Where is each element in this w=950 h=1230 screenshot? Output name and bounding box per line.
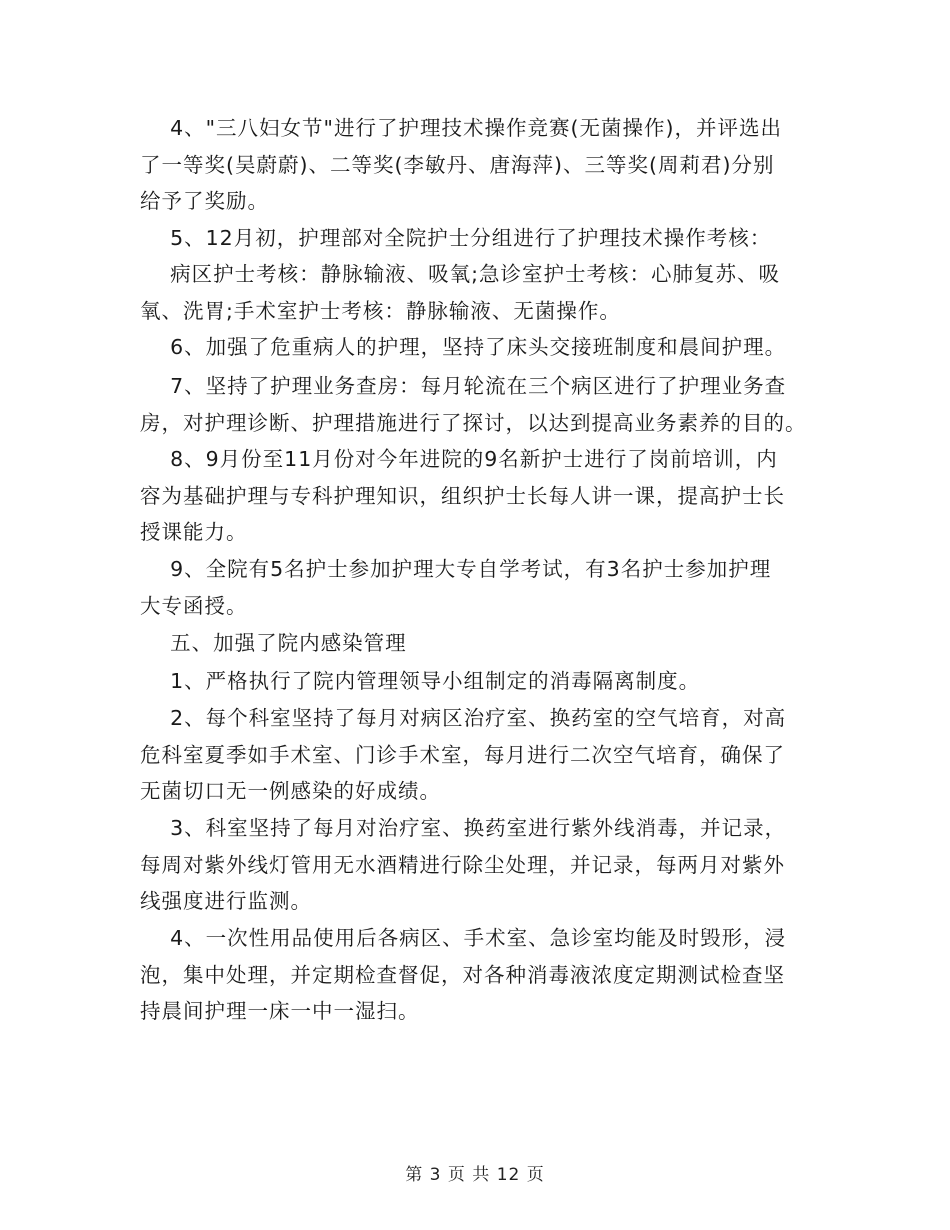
text-line: 危科室夏季如手术室、门诊手术室，每月进行二次空气培育，确保了 xyxy=(140,742,785,767)
text-line: 9、全院有5名护士参加护理大专自学考试，有3名护士参加护理 xyxy=(140,557,772,581)
text-line: 2、每个科室坚持了每月对病区治疗室、换药室的空气培育，对高 xyxy=(140,706,787,730)
text-line: 给予了奖励。 xyxy=(140,189,269,213)
text-line: 五、加强了院内感染管理 xyxy=(140,631,407,655)
paragraph-s5-item-2 xyxy=(140,700,812,810)
text-line: 7、坚持了护理业务查房：每月轮流在三个病区进行了护理业务查 xyxy=(140,374,787,398)
paragraph-item-8 xyxy=(140,441,812,551)
paragraph-item-9 xyxy=(140,551,812,624)
text-line: 了一等奖(吴蔚蔚)、二等奖(李敏丹、唐海萍)、三等奖(周莉君)分别 xyxy=(140,152,775,177)
text-line: 每周对紫外线灯管用无水酒精进行除尘处理，并记录，每两月对紫外 xyxy=(140,852,785,877)
paragraph-s5-item-4 xyxy=(140,920,812,1030)
text-line: 房，对护理诊断、护理措施进行了探讨，以达到提高业务素养的目的。 xyxy=(140,410,807,435)
text-line: 线强度进行监测。 xyxy=(140,889,312,913)
text-line: 授课能力。 xyxy=(140,520,248,544)
text-line: 3、科室坚持了每月对治疗室、换药室进行紫外线消毒，并记录， xyxy=(140,816,787,840)
page-footer xyxy=(0,1160,950,1185)
text-line: 大专函授。 xyxy=(140,593,248,618)
paragraph-s5-item-1 xyxy=(140,663,812,700)
page-number-label: 第 3 页 共 12 页 xyxy=(405,1165,545,1185)
text-line: 4、一次性用品使用后各病区、手术室、急诊室均能及时毁形，浸 xyxy=(140,926,787,950)
text-line: 持晨间护理一床一中一湿扫。 xyxy=(140,999,420,1023)
paragraph-item-6 xyxy=(140,329,812,366)
text-line: 5、12月初，护理部对全院护士分组进行了护理技术操作考核： xyxy=(140,226,772,250)
text-line: 泡，集中处理，并定期检查督促，对各种消毒液浓度定期测试检查坚 xyxy=(140,962,785,987)
text-line: 4、"三八妇女节"进行了护理技术操作竞赛(无菌操作)，并评选出 xyxy=(140,116,782,140)
text-line: 容为基础护理与专科护理知识，组织护士长每人讲一课，提高护士长 xyxy=(140,483,785,508)
paragraph-item-5 xyxy=(140,220,812,257)
text-line: 8、9月份至11月份对今年进院的9名新护士进行了岗前培训，内 xyxy=(140,447,778,471)
paragraph-item-7 xyxy=(140,368,812,441)
text-line: 6、加强了危重病人的护理，坚持了床头交接班制度和晨间护理。 xyxy=(140,335,787,359)
text-line: 氧、洗胃;手术室护士考核：静脉输液、无菌操作。 xyxy=(140,298,621,323)
text-line: 无菌切口无一例感染的好成绩。 xyxy=(140,779,441,803)
section-heading xyxy=(140,625,812,662)
text-line: 病区护士考核：静脉输液、吸氧;急诊室护士考核：心肺复苏、吸 xyxy=(140,262,780,286)
text-line: 1、严格执行了院内管理领导小组制定的消毒隔离制度。 xyxy=(140,669,701,693)
paragraph-s5-item-3 xyxy=(140,810,812,920)
paragraph-item-4 xyxy=(140,110,812,220)
paragraph-item-5-detail xyxy=(140,256,812,329)
